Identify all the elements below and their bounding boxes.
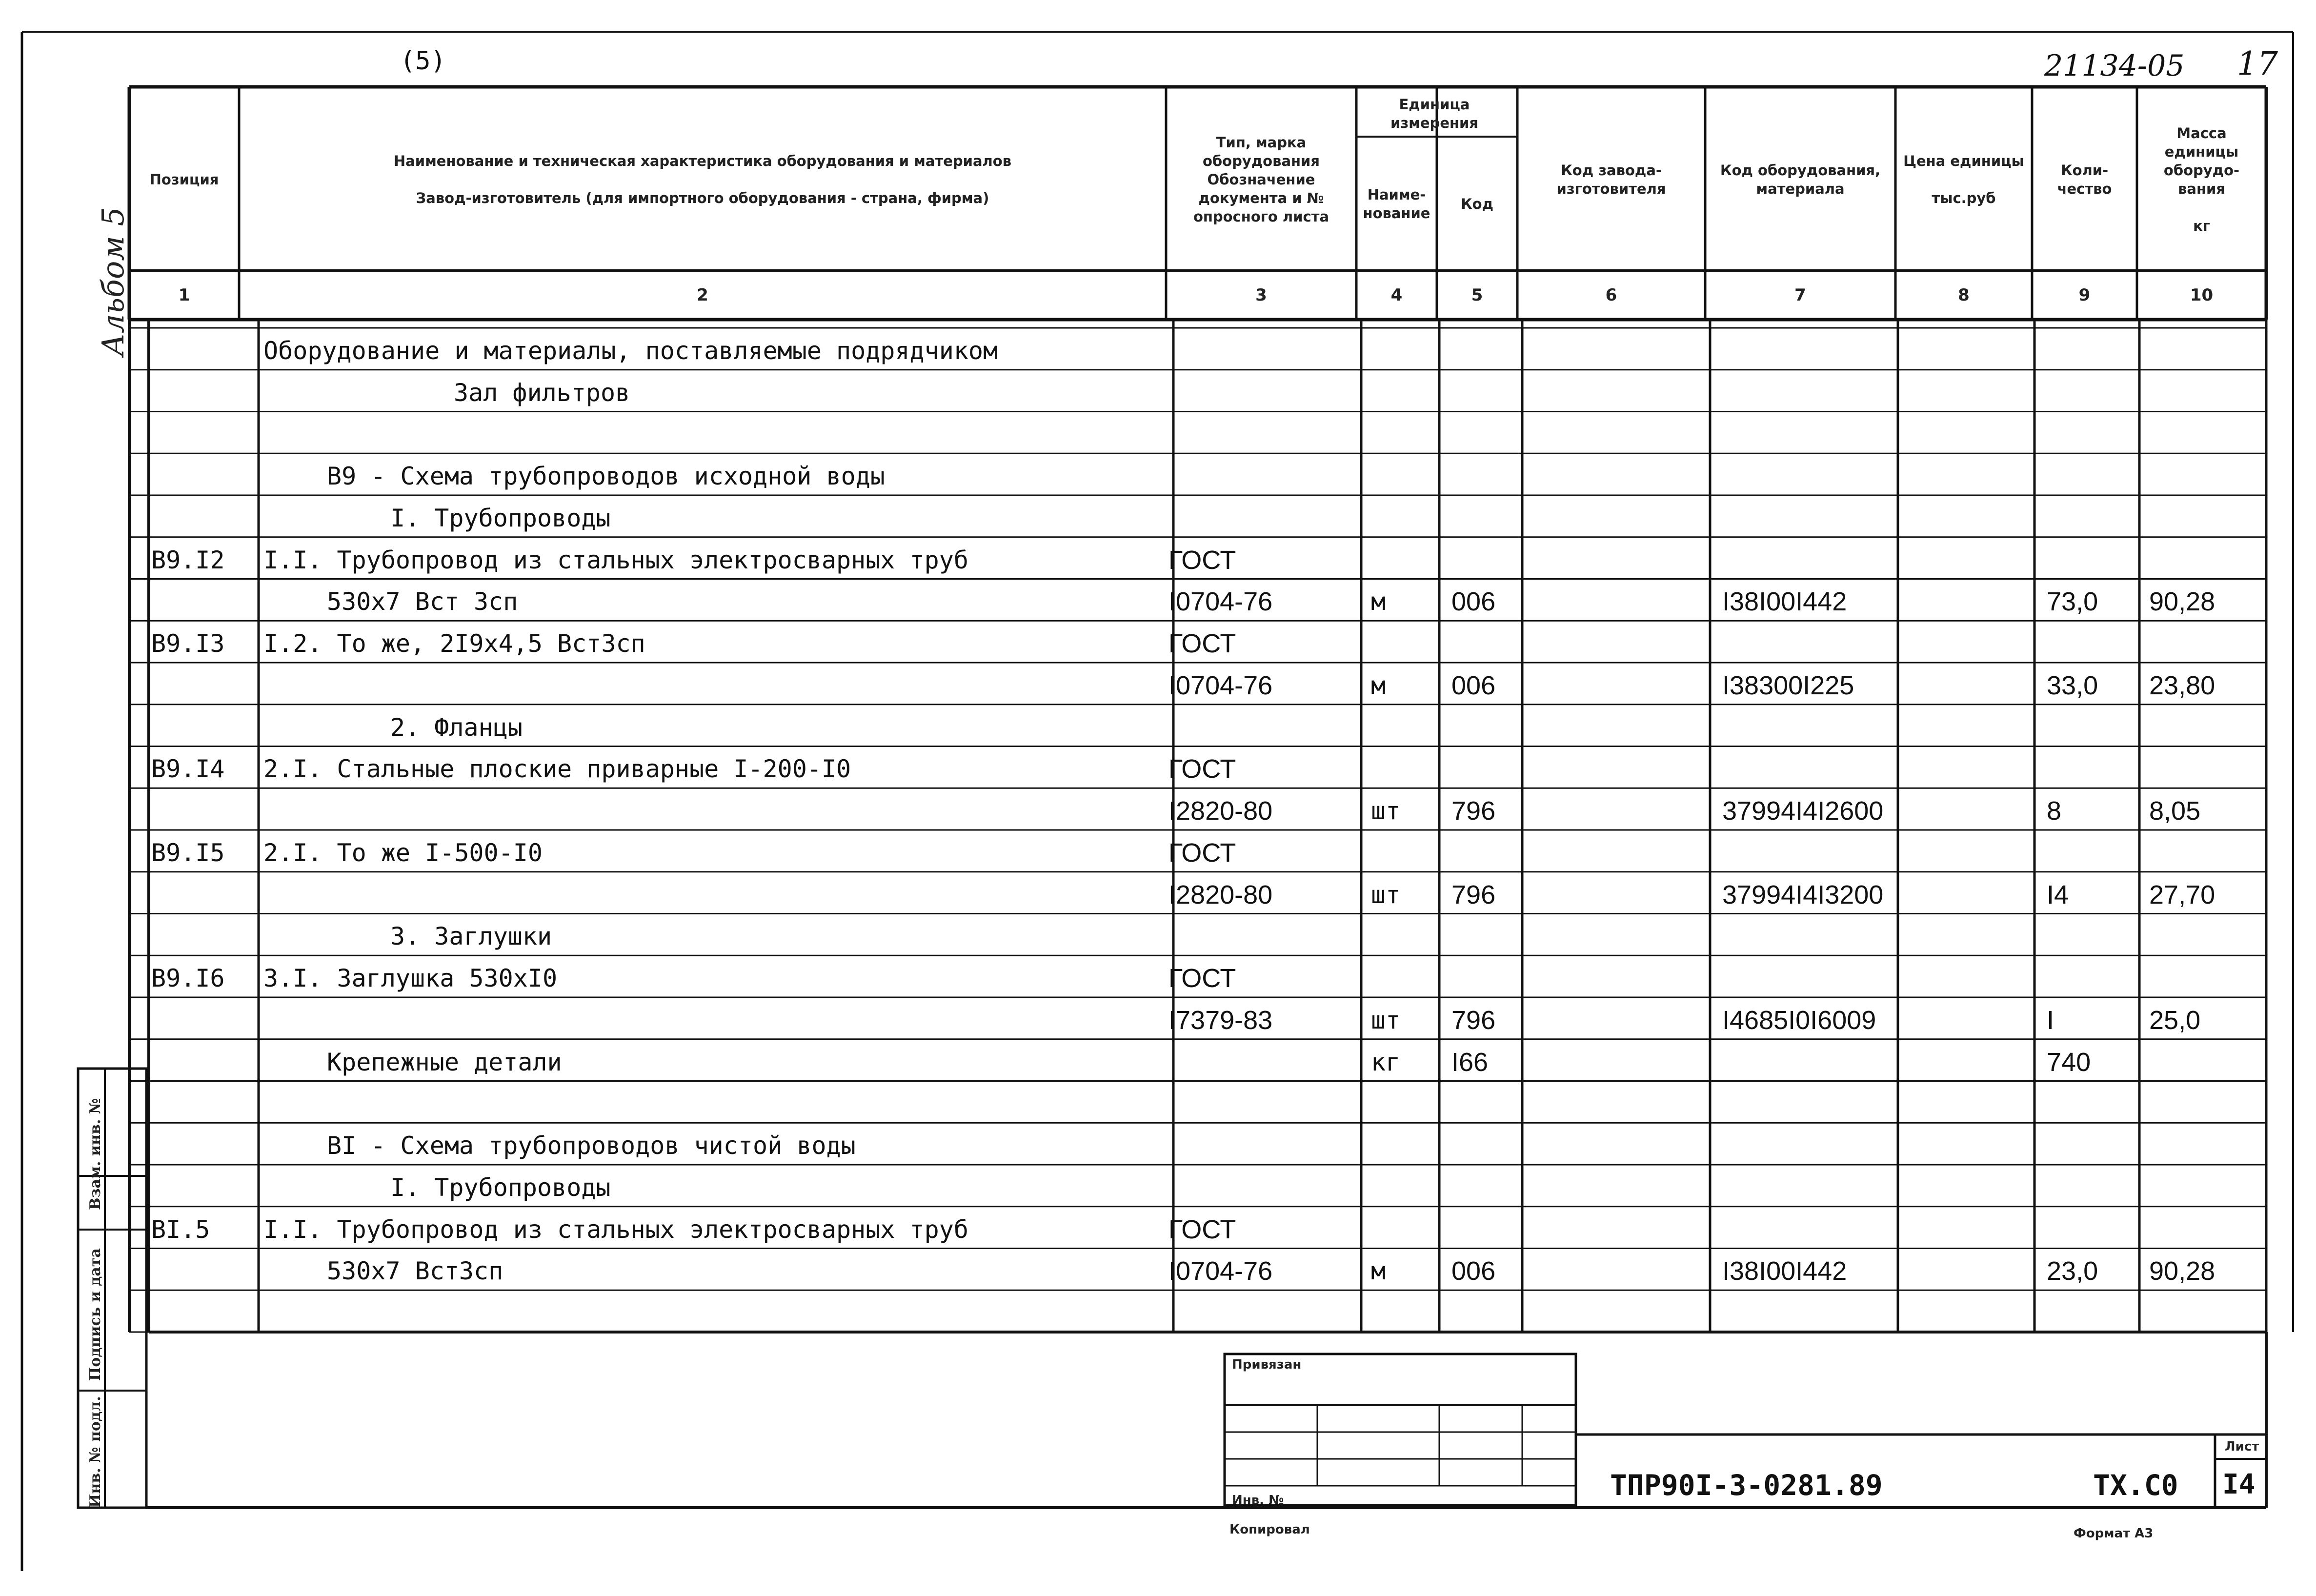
- column-number-7: 7: [1794, 285, 1806, 305]
- unit-name-cell: кг: [1371, 1048, 1401, 1076]
- column-number-10: 10: [2190, 285, 2214, 305]
- column-header-1: Позиция: [149, 171, 219, 188]
- attached-block: [1225, 1354, 1576, 1505]
- column-header-9: Коли-чество: [2057, 162, 2112, 197]
- attached-label: Привязан: [1232, 1357, 1302, 1372]
- stamp-exchange-inventory: Взам. инв. №: [87, 1098, 104, 1210]
- material-code-cell: I38I00I442: [1722, 1256, 1847, 1286]
- material-code-cell: 37994I4I3200: [1722, 880, 1884, 909]
- name-cell: 3.I. Заглушка 530хI0: [263, 964, 558, 993]
- mass-cell: 90,28: [2149, 587, 2215, 617]
- unit-name-cell: м: [1371, 671, 1386, 700]
- unit-name-cell: шт: [1371, 797, 1401, 826]
- document-mark: ТХ.С0: [2093, 1469, 2178, 1502]
- name-cell: I. Трубопроводы: [390, 504, 611, 532]
- material-code-cell: I4685I0I6009: [1722, 1005, 1876, 1035]
- copied-label: Копировал: [1229, 1522, 1310, 1537]
- column-number-3: 3: [1255, 285, 1267, 305]
- position-cell: В9.I5: [151, 838, 225, 867]
- unit-code-cell: 006: [1451, 587, 1496, 617]
- position-cell: В9.I4: [151, 755, 225, 784]
- position-cell: ВI.5: [151, 1215, 210, 1244]
- column-header-5: Код: [1460, 195, 1494, 212]
- unit-code-cell: 796: [1451, 796, 1496, 826]
- mass-cell: 8,05: [2149, 796, 2201, 826]
- type-cell: ГОСТ: [1168, 545, 1236, 575]
- name-cell: 2.I. Стальные плоские приварные I-200-I0: [263, 755, 851, 784]
- album-label: Альбом 5: [95, 207, 131, 356]
- type-cell: ГОСТ: [1168, 629, 1236, 659]
- column-number-4: 4: [1390, 285, 1403, 305]
- document-designation: ТПР90I-3-0281.89: [1610, 1469, 1883, 1502]
- mass-cell: 23,80: [2149, 670, 2215, 700]
- quantity-cell: 73,0: [2047, 587, 2098, 617]
- type-cell: ГОСТ: [1168, 754, 1236, 784]
- name-cell: В9 - Схема трубопроводов исходной воды: [327, 462, 885, 491]
- quantity-cell: 33,0: [2047, 670, 2098, 700]
- name-cell: I.2. То же, 2I9х4,5 Вст3сп: [263, 629, 645, 658]
- position-cell: В9.I3: [151, 629, 225, 658]
- quantity-cell: I4: [2047, 880, 2069, 909]
- page-number: 17: [2237, 45, 2278, 82]
- type-cell: I2820-80: [1168, 880, 1273, 909]
- type-cell: I7379-83: [1168, 1005, 1273, 1035]
- unit-code-cell: 796: [1451, 1005, 1496, 1035]
- column-number-8: 8: [1958, 285, 1970, 305]
- column-header-6: Код завода-изготовителя: [1556, 162, 1666, 197]
- column-header-10: Масса единицы оборудо-вания кг: [2163, 124, 2240, 234]
- column-header-2: Наименование и техническая характеристика оборудования и материалов Завод-изготовитель (для импортного оборудования - страна, фирма): [393, 152, 1012, 206]
- type-cell: I0704-76: [1168, 670, 1273, 700]
- unit-name-cell: м: [1371, 1257, 1386, 1286]
- quantity-cell: 8: [2047, 796, 2062, 826]
- name-cell: 530х7 Вст3сп: [327, 1257, 503, 1286]
- unit-code-cell: 796: [1451, 880, 1496, 909]
- type-cell: ГОСТ: [1168, 1214, 1236, 1244]
- unit-code-cell: 006: [1451, 1256, 1496, 1286]
- mass-cell: 27,70: [2149, 880, 2215, 909]
- material-code-cell: 37994I4I2600: [1722, 796, 1884, 826]
- name-cell: Крепежные детали: [327, 1048, 562, 1076]
- name-cell: 2.I. То же I-500-I0: [263, 838, 543, 867]
- name-cell: Зал фильтров: [454, 378, 630, 407]
- type-cell: I2820-80: [1168, 796, 1273, 826]
- unit-name-cell: шт: [1371, 880, 1401, 909]
- unit-group-header: Единица измерения: [1390, 96, 1478, 131]
- name-cell: ВI - Схема трубопроводов чистой воды: [327, 1131, 856, 1160]
- unit-code-cell: 006: [1451, 670, 1496, 700]
- column-header-7: Код оборудования, материала: [1720, 162, 1881, 197]
- material-code-cell: I38300I225: [1722, 670, 1854, 700]
- name-cell: 530х7 Вст 3сп: [327, 587, 518, 616]
- type-cell: I0704-76: [1168, 1256, 1273, 1286]
- position-cell: В9.I2: [151, 545, 225, 574]
- name-cell: I. Трубопроводы: [390, 1173, 611, 1202]
- sheet-number: I4: [2222, 1469, 2256, 1500]
- mass-cell: 90,28: [2149, 1256, 2215, 1286]
- type-cell: ГОСТ: [1168, 838, 1236, 868]
- unit-name-cell: шт: [1371, 1006, 1401, 1034]
- column-number-6: 6: [1605, 285, 1617, 305]
- document-number: 21134-05: [2044, 49, 2185, 83]
- unit-code-cell: I66: [1451, 1047, 1489, 1077]
- sheet-label: Лист: [2225, 1439, 2259, 1454]
- mass-cell: 25,0: [2149, 1005, 2201, 1035]
- material-code-cell: I38I00I442: [1722, 587, 1847, 617]
- inventory-no-label: Инв. №: [1232, 1493, 1284, 1508]
- column-number-2: 2: [697, 285, 708, 305]
- format-label: Формат А3: [2074, 1526, 2154, 1541]
- column-number-1: 1: [178, 285, 190, 305]
- quantity-cell: I: [2047, 1005, 2054, 1035]
- column-number-9: 9: [2078, 285, 2091, 305]
- column-header-8: Цена единицы тыс.руб: [1903, 152, 2024, 206]
- name-cell: 3. Заглушки: [390, 922, 552, 951]
- section-label: (5): [400, 46, 446, 76]
- quantity-cell: 740: [2047, 1047, 2091, 1077]
- name-cell: Оборудование и материалы, поставляемые подрядчиком: [263, 336, 998, 365]
- stamp-signature-date: Подпись и дата: [87, 1248, 104, 1381]
- column-number-5: 5: [1471, 285, 1483, 305]
- name-cell: I.I. Трубопровод из стальных электросварных труб: [263, 545, 968, 574]
- quantity-cell: 23,0: [2047, 1256, 2098, 1286]
- column-header-4: Наиме-нование: [1363, 186, 1430, 222]
- type-cell: I0704-76: [1168, 587, 1273, 617]
- column-header-3: Тип, марка оборудования Обозначение документа и № опросного листа: [1193, 134, 1329, 225]
- stamp-inventory-original: Инв. № подл.: [87, 1396, 104, 1508]
- unit-name-cell: м: [1371, 587, 1386, 616]
- position-cell: В9.I6: [151, 964, 225, 993]
- type-cell: ГОСТ: [1168, 964, 1236, 993]
- name-cell: 2. Фланцы: [390, 713, 523, 742]
- name-cell: I.I. Трубопровод из стальных электросварных труб: [263, 1215, 968, 1244]
